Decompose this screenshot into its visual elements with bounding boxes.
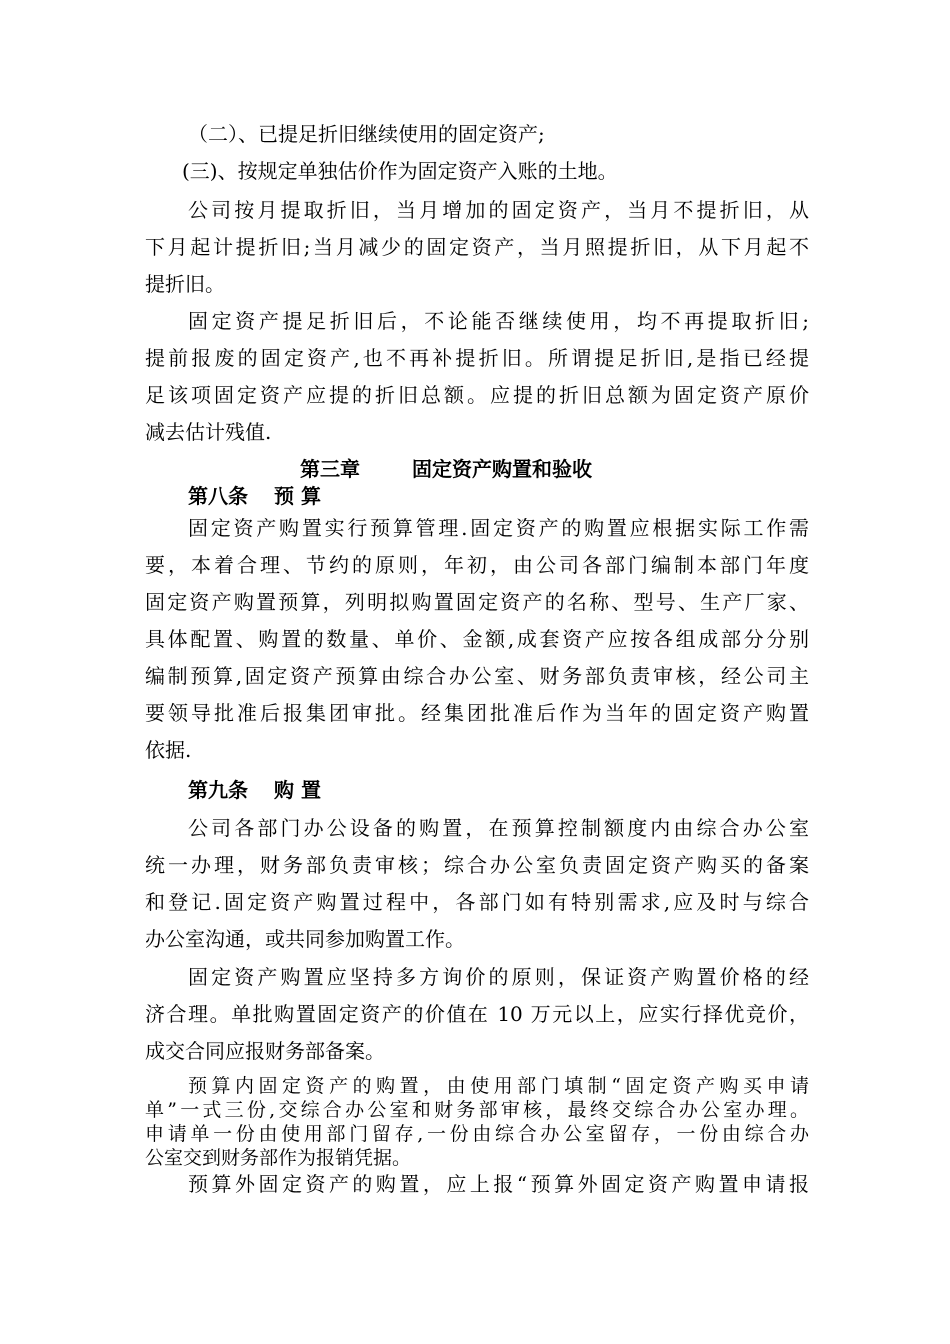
chapter-number: 第三章 xyxy=(300,457,360,481)
paragraph-line: 济合理。单批购置固定资产的价值在 10 万元以上，应实行择优竞价， xyxy=(145,1002,809,1026)
article-number: 第九条 xyxy=(188,778,248,802)
article-title: 预 算 xyxy=(274,484,321,508)
paragraph-line: 依据. xyxy=(145,738,192,762)
paragraph-line: 固定资产购置应坚持多方询价的原则，保证资产购置价格的经 xyxy=(188,965,809,989)
paragraph-line: 固定资产购置预算，列明拟购置固定资产的名称、型号、生产厂家、 xyxy=(145,590,809,614)
paragraph-line: 编制预算,固定资产预算由综合办公室、财务部负责审核，经公司主 xyxy=(145,664,809,688)
paragraph-line: 办公室沟通，或共同参加购置工作。 xyxy=(145,927,465,951)
paragraph-line: 单”一式三份,交综合办公室和财务部审核，最终交综合办公室办理。 xyxy=(145,1099,809,1121)
chapter-title: 固定资产购置和验收 xyxy=(412,457,592,481)
paragraph-line: 和登记.固定资产购置过程中，各部门如有特别需求,应及时与综合 xyxy=(145,890,809,914)
paragraph-line: 提折旧。 xyxy=(145,272,225,296)
list-item-two: （二）、已提足折旧继续使用的固定资产; xyxy=(188,122,545,146)
chapter-heading xyxy=(300,455,592,483)
paragraph-line: 公司按月提取折旧，当月增加的固定资产，当月不提折旧，从 xyxy=(188,198,809,222)
paragraph-line: 成交合同应报财务部备案。 xyxy=(145,1039,385,1063)
paragraph-line: 减去估计残值. xyxy=(145,420,272,444)
paragraph-line: 固定资产提足折旧后，不论能否继续使用，均不再提取折旧; xyxy=(188,309,809,333)
paragraph-line: 足该项固定资产应提的折旧总额。应提的折旧总额为固定资产原价 xyxy=(145,383,809,407)
paragraph-line: 预算外固定资产的购置，应上报“预算外固定资产购置申请报 xyxy=(188,1172,809,1196)
paragraph-line: 公室交到财务部作为报销凭据。 xyxy=(145,1147,412,1169)
paragraph-line: 要，本着合理、节约的原则，年初，由公司各部门编制本部门年度 xyxy=(145,553,809,577)
paragraph-line: 申请单一份由使用部门留存,一份由综合办公室留存，一份由综合办 xyxy=(145,1123,809,1145)
article-8-heading xyxy=(188,482,321,510)
article-9-heading xyxy=(188,776,321,804)
paragraph-line: 提前报废的固定资产,也不再补提折旧。所谓提足折旧,是指已经提 xyxy=(145,346,809,370)
paragraph-line: 固定资产购置实行预算管理.固定资产的购置应根据实际工作需 xyxy=(188,516,809,540)
paragraph-line: 预算内固定资产的购置，由使用部门填制“固定资产购买申请 xyxy=(188,1075,809,1097)
paragraph-line: 要领导批准后报集团审批。经集团批准后作为当年的固定资产购置 xyxy=(145,701,809,725)
article-number: 第八条 xyxy=(188,484,248,508)
paragraph-line: 统一办理，财务部负责审核；综合办公室负责固定资产购买的备案 xyxy=(145,853,809,877)
paragraph-line: 下月起计提折旧;当月减少的固定资产，当月照提折旧，从下月起不 xyxy=(145,235,809,259)
article-title: 购 置 xyxy=(274,778,321,802)
paragraph-line: 公司各部门办公设备的购置，在预算控制额度内由综合办公室 xyxy=(188,816,809,840)
paragraph-line: 具体配置、购置的数量、单价、金额,成套资产应按各组成部分分别 xyxy=(145,627,809,651)
list-item-three: (三)、按规定单独估价作为固定资产入账的土地。 xyxy=(182,159,618,183)
